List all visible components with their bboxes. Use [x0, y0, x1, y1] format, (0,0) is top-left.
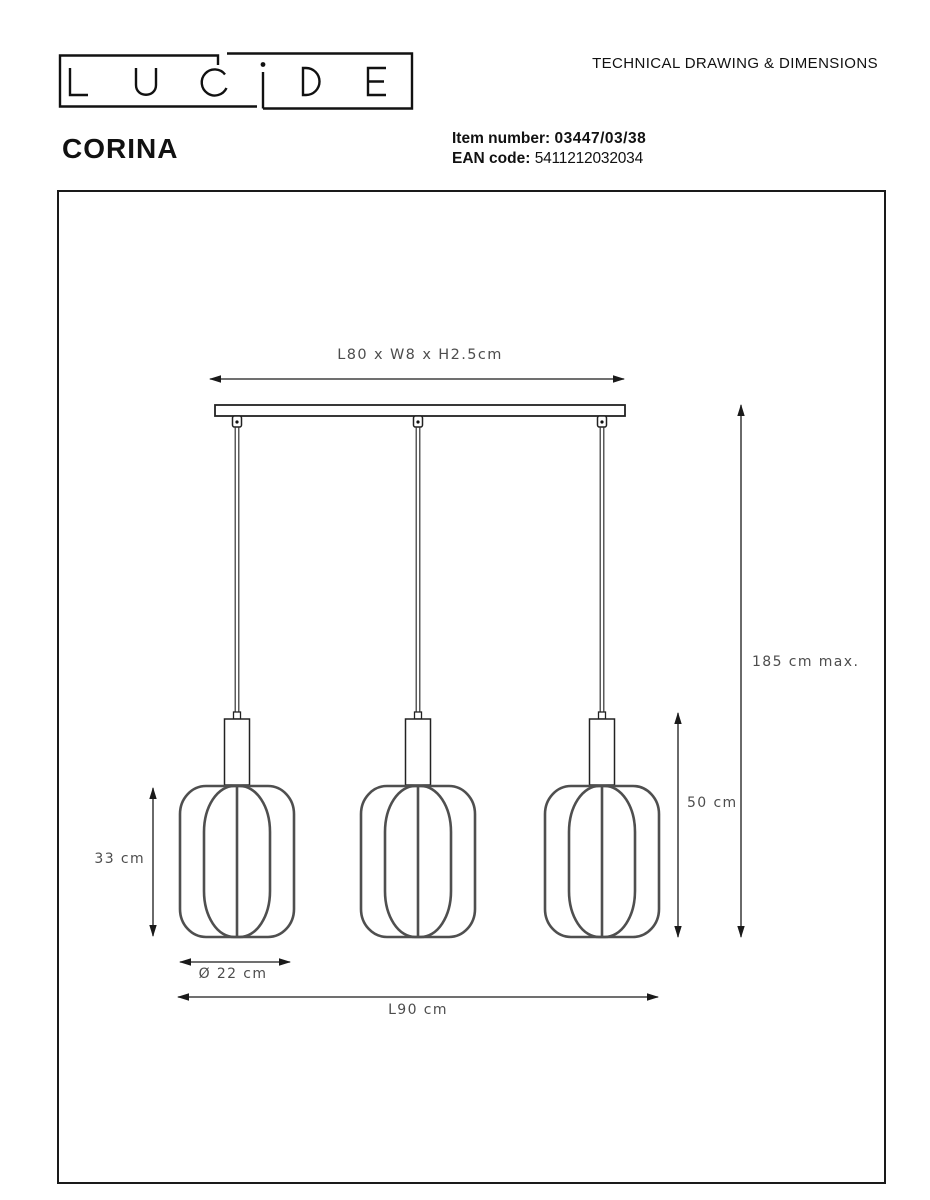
socket-tube — [590, 719, 615, 785]
socket-tube — [225, 719, 250, 785]
cord-grip-dot — [416, 420, 419, 423]
item-number-value: 03447/03/38 — [554, 130, 647, 147]
technical-drawing — [57, 190, 887, 1184]
dim-total-length-label: L90 cm — [388, 1002, 448, 1018]
drawing-frame — [58, 191, 885, 1183]
dim-pendant-height-label: 50 cm — [687, 795, 738, 811]
dim-shade-height-label: 33 cm — [94, 851, 145, 867]
logo-letter-l — [70, 68, 88, 95]
cord-connector — [599, 712, 606, 719]
ean-code-label: EAN code: — [452, 149, 531, 167]
cord-grip-dot — [600, 420, 603, 423]
item-number-row — [452, 129, 646, 149]
ean-code-row — [452, 149, 646, 169]
lucide-logo — [55, 45, 420, 115]
dim-shade-diameter-label: Ø 22 cm — [198, 966, 268, 982]
ean-code-value: 5411212032034 — [534, 149, 644, 167]
cord-connector — [415, 712, 422, 719]
dim-max-height-label: 185 cm max. — [752, 654, 860, 670]
logo-letter-d — [303, 68, 319, 95]
product-id-block — [452, 129, 646, 168]
logo-letter-i-dot — [261, 62, 266, 67]
logo-box-outline — [60, 54, 412, 109]
logo-letter-e — [368, 68, 386, 95]
socket-tube — [406, 719, 431, 785]
item-number-label: Item number: — [452, 130, 551, 147]
ceiling-bar — [215, 405, 625, 416]
product-name: CORINA — [62, 133, 179, 164]
cord-connector — [234, 712, 241, 719]
cord-grip-dot — [235, 420, 238, 423]
dim-canopy-label: L80 x W8 x H2.5cm — [337, 347, 503, 363]
logo-letter-c — [202, 69, 227, 95]
document-title: TECHNICAL DRAWING & DIMENSIONS — [592, 55, 878, 72]
logo-letter-u — [136, 68, 156, 95]
